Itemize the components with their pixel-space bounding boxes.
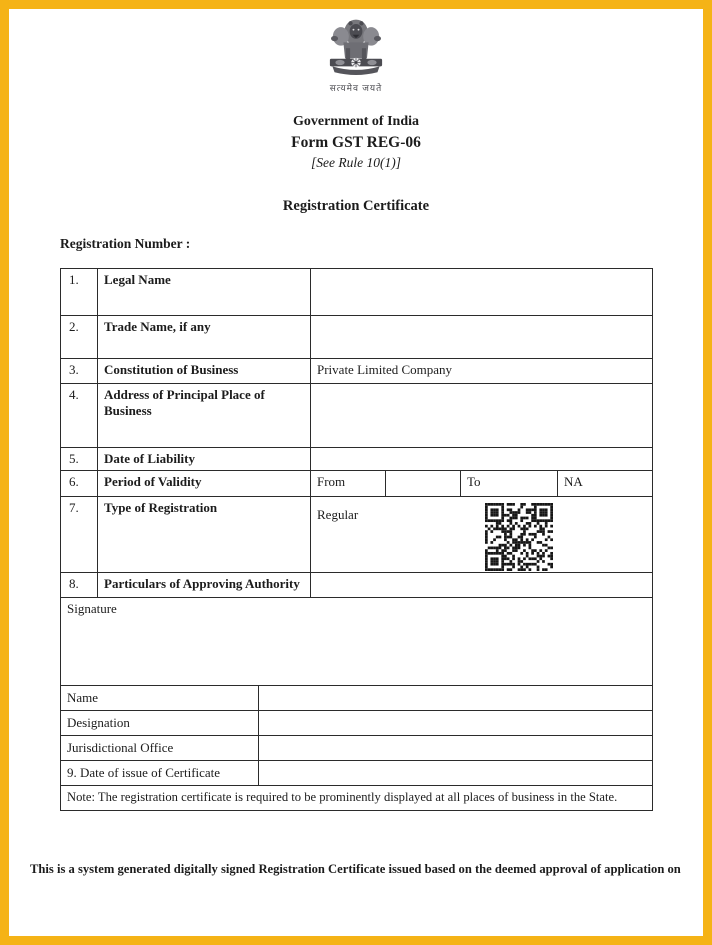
table-row-jurisdictional-office	[61, 735, 653, 760]
row-number: 3.	[61, 359, 98, 384]
validity-to-value: NA	[558, 471, 653, 497]
row-number: 5.	[61, 448, 98, 471]
signature-label: Signature	[61, 597, 653, 685]
row-label: Designation	[61, 710, 259, 735]
government-of-india-title: Government of India	[293, 114, 419, 129]
row-value	[311, 316, 653, 359]
row-label: Constitution of Business	[98, 359, 311, 384]
form-number-title: Form GST REG-06	[291, 134, 421, 151]
document-header	[9, 12, 703, 215]
table-row-date-of-liability	[61, 448, 653, 471]
registration-type-value: Regular	[317, 507, 359, 522]
rule-reference: [See Rule 10(1)]	[311, 155, 401, 170]
table-row-trade-name	[61, 316, 653, 359]
row-value	[259, 735, 653, 760]
validity-to-label: To	[461, 471, 558, 497]
row-label: Type of Registration	[98, 497, 311, 573]
registration-number-label: Registration Number :	[60, 236, 191, 251]
registration-type-cell	[311, 497, 653, 573]
india-state-emblem-icon	[318, 12, 394, 81]
validity-from-value	[386, 471, 461, 497]
row-value	[311, 384, 653, 448]
row-label: Period of Validity	[98, 471, 311, 497]
row-value	[311, 269, 653, 316]
row-value	[311, 573, 653, 598]
row-number: 4.	[61, 384, 98, 448]
row-number: 8.	[61, 573, 98, 598]
signature-table	[60, 597, 653, 811]
table-row-approving-authority	[61, 573, 653, 598]
row-label: Name	[61, 685, 259, 710]
validity-from-label: From	[311, 471, 386, 497]
certificate-tables	[60, 268, 652, 811]
signature-row	[61, 597, 653, 685]
row-label: Legal Name	[98, 269, 311, 316]
table-row-date-of-issue	[61, 760, 653, 785]
note-text: Note: The registration certificate is required to be prominently displayed at all places of business in the State.	[61, 785, 653, 810]
row-number: 2.	[61, 316, 98, 359]
details-table	[60, 268, 653, 598]
row-label: Jurisdictional Office	[61, 735, 259, 760]
row-value	[259, 710, 653, 735]
row-value: Private Limited Company	[311, 359, 653, 384]
row-label: Particulars of Approving Authority	[98, 573, 311, 598]
row-value	[311, 448, 653, 471]
table-row-name	[61, 685, 653, 710]
qr-code-icon	[485, 503, 553, 571]
row-label: Address of Principal Place of Business	[98, 384, 311, 448]
note-row	[61, 785, 653, 810]
table-row-principal-address	[61, 384, 653, 448]
row-number: 7.	[61, 497, 98, 573]
row-value	[259, 685, 653, 710]
system-generated-footer: This is a system generated digitally signed Registration Certificate issued based on the deemed approval of application on	[30, 862, 681, 876]
table-row-type-of-registration	[61, 497, 653, 573]
emblem-motto: सत्यमेव जयते	[329, 83, 383, 93]
row-number: 1.	[61, 269, 98, 316]
row-value	[259, 760, 653, 785]
certificate-title: Registration Certificate	[282, 198, 430, 214]
row-label: 9. Date of issue of Certificate	[61, 760, 259, 785]
row-label: Date of Liability	[98, 448, 311, 471]
row-label: Trade Name, if any	[98, 316, 311, 359]
table-row-designation	[61, 710, 653, 735]
table-row-period-of-validity	[61, 471, 653, 497]
row-number: 6.	[61, 471, 98, 497]
table-row-constitution	[61, 359, 653, 384]
table-row-legal-name	[61, 269, 653, 316]
